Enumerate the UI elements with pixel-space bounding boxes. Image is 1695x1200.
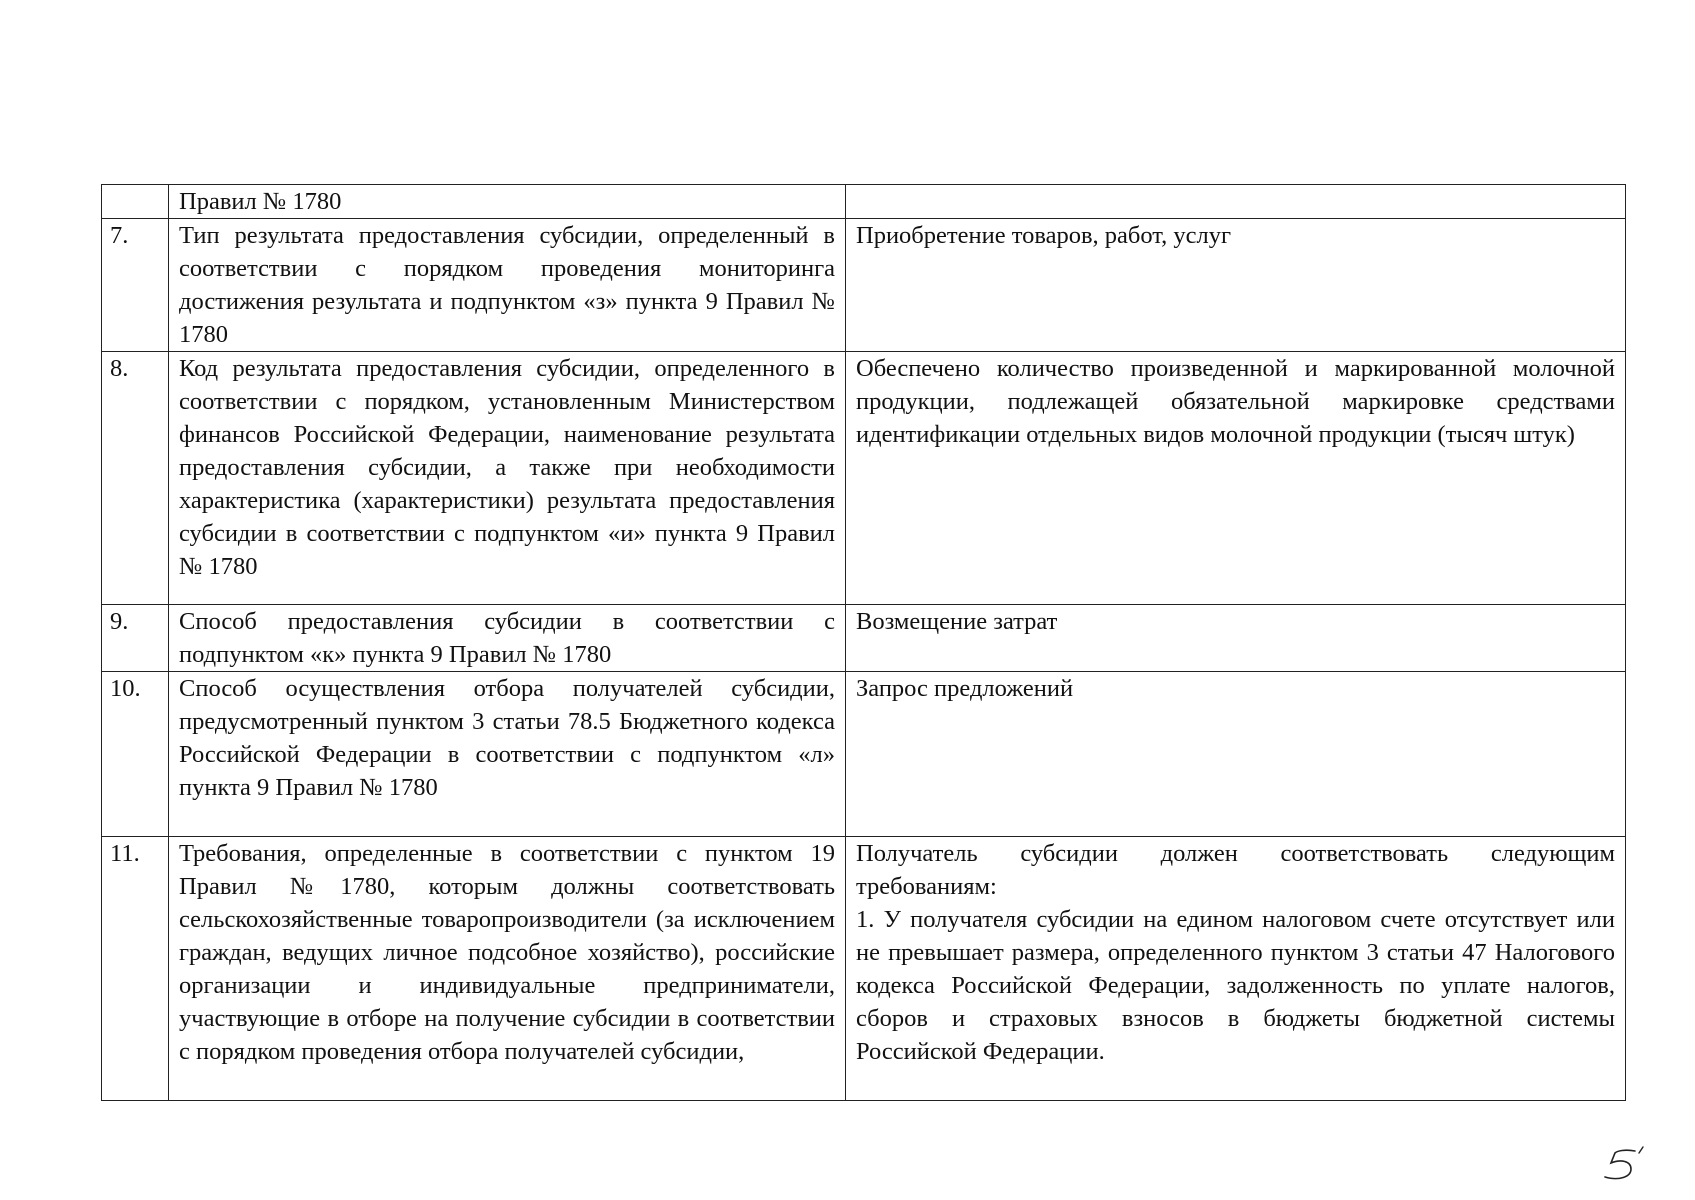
value-cell: [846, 219, 1626, 352]
parameter-cell: Код результата предоставления субсидии, определенного в соответствии с порядком, установленным Министерством финансов Российской Федерации, наименование результата предоставления субсидии, а также при необходимости характеристика (характеристики) результата предоставления субсидии в соответствии с подпунктом «и» пункта 9 Правил № 1780: [169, 352, 846, 605]
handwritten-page-number-glyph: [1595, 1145, 1655, 1185]
value-cell: [846, 672, 1626, 837]
value-cell: [846, 837, 1626, 1101]
row-number: 8.: [102, 352, 169, 605]
row-number: [102, 185, 169, 219]
table-row: [102, 185, 1626, 219]
parameter-cell: Тип результата предоставления субсидии, определенный в соответствии с порядком проведения мониторинга достижения результата и подпунктом «з» пункта 9 Правил № 1780: [169, 219, 846, 352]
value-paragraph: Приобретение товаров, работ, услуг: [856, 222, 1232, 249]
handwritten-page-number: [1595, 1145, 1655, 1185]
value-cell: [846, 185, 1626, 219]
table-row: [102, 672, 1626, 837]
value-paragraph: Обеспечено количество произведенной и маркированной молочной продукции, подлежащей обязательной маркировке средствами идентификации отдельных видов молочной продукции (тысяч штук): [856, 355, 1615, 448]
document-table: [101, 184, 1626, 1101]
parameter-cell: Способ осуществления отбора получателей субсидии, предусмотренный пунктом 3 статьи 78.5 Бюджетного кодекса Российской Федерации в соответствии с подпунктом «л» пункта 9 Правил № 1780: [169, 672, 846, 837]
table-row: [102, 605, 1626, 672]
value-cell: [846, 352, 1626, 605]
table-row: [102, 219, 1626, 352]
parameter-cell: Требования, определенные в соответствии с пунктом 19 Правил №1780, которым должны соответствовать сельскохозяйственные товаропроизводители (за исключением граждан, ведущих личное подсобное хозяйство), российские организации и индивидуальные предприниматели, участвующие в отборе на получение субсидии в соответствии с порядком проведения отбора получателей субсидии,: [169, 837, 846, 1101]
row-number: 11.: [102, 837, 169, 1101]
value-paragraph: Запрос предложений: [856, 675, 1074, 702]
parameter-cell: Правил № 1780: [169, 185, 846, 219]
value-cell: [846, 605, 1626, 672]
value-paragraph: 1. У получателя субсидии на едином налоговом счете отсутствует или не превышает размера, определенного пунктом 3 статьи 47 Налогового кодекса Российской Федерации, задолженность по уплате налогов, сборов и страховых взносов в бюджеты бюджетной системы Российской Федерации.: [856, 906, 1615, 1065]
parameter-cell: Способ предоставления субсидии в соответствии с подпунктом «к» пункта 9 Правил № 1780: [169, 605, 846, 672]
row-number: 10.: [102, 672, 169, 837]
row-number: 9.: [102, 605, 169, 672]
table-row: [102, 352, 1626, 605]
row-number: 7.: [102, 219, 169, 352]
table-row: [102, 837, 1626, 1101]
value-paragraph: Возмещение затрат: [856, 608, 1058, 635]
value-paragraph: Получатель субсидии должен соответствовать следующим требованиям:: [856, 840, 1615, 900]
